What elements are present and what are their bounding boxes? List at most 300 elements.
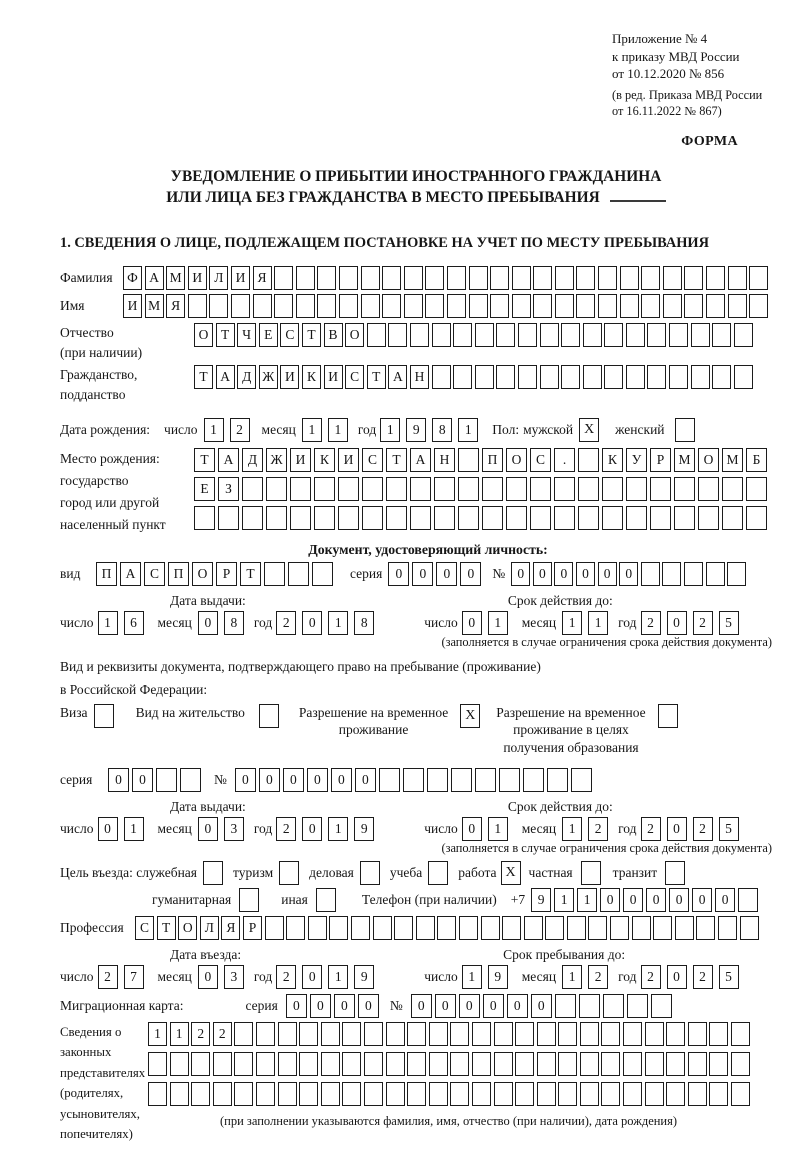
char-cell[interactable]: Т: [386, 448, 407, 472]
char-cell[interactable]: 0: [692, 888, 712, 912]
char-cell[interactable]: [558, 1082, 577, 1106]
purpose-tourism-checkbox[interactable]: [279, 861, 299, 885]
char-cell[interactable]: 8: [354, 611, 374, 635]
char-cell[interactable]: 0: [507, 994, 528, 1018]
char-cell[interactable]: [580, 1082, 599, 1106]
char-cell[interactable]: [674, 506, 695, 530]
char-cell[interactable]: [706, 266, 725, 290]
char-cell[interactable]: 0: [667, 965, 687, 989]
char-cell[interactable]: [626, 323, 645, 347]
char-cell[interactable]: О: [192, 562, 213, 586]
char-cell[interactable]: [364, 1082, 383, 1106]
char-cell[interactable]: [364, 1022, 383, 1046]
char-cell[interactable]: [191, 1052, 210, 1076]
char-cell[interactable]: [604, 323, 623, 347]
char-cell[interactable]: 1: [462, 965, 482, 989]
temp-permit-checkbox[interactable]: X: [460, 704, 480, 728]
char-cell[interactable]: [496, 323, 515, 347]
char-cell[interactable]: А: [410, 448, 431, 472]
char-cell[interactable]: [386, 1082, 405, 1106]
char-cell[interactable]: [170, 1082, 189, 1106]
char-cell[interactable]: 0: [388, 562, 409, 586]
birth-year-cells[interactable]: [380, 418, 484, 442]
char-cell[interactable]: [588, 916, 607, 940]
char-cell[interactable]: 0: [307, 768, 328, 792]
birth-day-cells[interactable]: [204, 418, 256, 442]
char-cell[interactable]: [653, 916, 672, 940]
char-cell[interactable]: [674, 477, 695, 501]
char-cell[interactable]: [601, 1022, 620, 1046]
char-cell[interactable]: [475, 768, 496, 792]
char-cell[interactable]: М: [722, 448, 743, 472]
char-cell[interactable]: [299, 1082, 318, 1106]
char-cell[interactable]: [626, 365, 645, 389]
char-cell[interactable]: 0: [667, 611, 687, 635]
char-cell[interactable]: Я: [166, 294, 185, 318]
char-cell[interactable]: [554, 477, 575, 501]
purpose-work-checkbox[interactable]: X: [501, 861, 521, 885]
char-cell[interactable]: [266, 506, 287, 530]
char-cell[interactable]: [727, 562, 746, 586]
char-cell[interactable]: [494, 1082, 513, 1106]
char-cell[interactable]: [698, 506, 719, 530]
char-cell[interactable]: Т: [302, 323, 321, 347]
char-cell[interactable]: 2: [693, 965, 713, 989]
stay-month-cells[interactable]: [562, 965, 614, 989]
char-cell[interactable]: [620, 266, 639, 290]
char-cell[interactable]: [666, 1082, 685, 1106]
char-cell[interactable]: [170, 1052, 189, 1076]
char-cell[interactable]: [266, 477, 287, 501]
char-cell[interactable]: 0: [98, 817, 118, 841]
char-cell[interactable]: [650, 506, 671, 530]
char-cell[interactable]: 1: [488, 611, 508, 635]
char-cell[interactable]: 9: [354, 965, 374, 989]
char-cell[interactable]: [308, 916, 327, 940]
char-cell[interactable]: С: [345, 365, 364, 389]
char-cell[interactable]: [339, 294, 358, 318]
char-cell[interactable]: [317, 266, 336, 290]
char-cell[interactable]: 0: [198, 611, 218, 635]
char-cell[interactable]: Т: [216, 323, 235, 347]
char-cell[interactable]: У: [626, 448, 647, 472]
char-cell[interactable]: [148, 1052, 167, 1076]
char-cell[interactable]: [453, 365, 472, 389]
char-cell[interactable]: [469, 266, 488, 290]
char-cell[interactable]: [256, 1082, 275, 1106]
char-cell[interactable]: [518, 365, 537, 389]
char-cell[interactable]: [515, 1022, 534, 1046]
char-cell[interactable]: [623, 1082, 642, 1106]
char-cell[interactable]: 5: [719, 817, 739, 841]
char-cell[interactable]: С: [280, 323, 299, 347]
char-cell[interactable]: [506, 477, 527, 501]
doc-number-cells[interactable]: [511, 562, 749, 586]
char-cell[interactable]: [578, 448, 599, 472]
char-cell[interactable]: 1: [488, 817, 508, 841]
char-cell[interactable]: [712, 365, 731, 389]
char-cell[interactable]: Н: [434, 448, 455, 472]
char-cell[interactable]: [494, 1052, 513, 1076]
temp-permit-edu-checkbox[interactable]: [658, 704, 678, 728]
char-cell[interactable]: [429, 1052, 448, 1076]
char-cell[interactable]: [555, 994, 576, 1018]
char-cell[interactable]: [218, 506, 239, 530]
stay-day-cells[interactable]: [462, 965, 514, 989]
birth-place-cells-row1[interactable]: [194, 448, 770, 472]
char-cell[interactable]: [688, 1082, 707, 1106]
char-cell[interactable]: П: [96, 562, 117, 586]
entry-month-cells[interactable]: [198, 965, 250, 989]
char-cell[interactable]: 0: [715, 888, 735, 912]
char-cell[interactable]: [691, 365, 710, 389]
char-cell[interactable]: 0: [355, 768, 376, 792]
char-cell[interactable]: 1: [562, 817, 582, 841]
char-cell[interactable]: [416, 916, 435, 940]
migration-series-cells[interactable]: [286, 994, 382, 1018]
char-cell[interactable]: Ж: [259, 365, 278, 389]
char-cell[interactable]: Н: [410, 365, 429, 389]
char-cell[interactable]: [404, 294, 423, 318]
char-cell[interactable]: А: [218, 448, 239, 472]
char-cell[interactable]: [213, 1082, 232, 1106]
char-cell[interactable]: [458, 477, 479, 501]
birth-place-cells-row2[interactable]: [194, 477, 770, 501]
char-cell[interactable]: [394, 916, 413, 940]
char-cell[interactable]: А: [388, 365, 407, 389]
purpose-humanitarian-checkbox[interactable]: [239, 888, 259, 912]
char-cell[interactable]: [299, 1052, 318, 1076]
char-cell[interactable]: [450, 1052, 469, 1076]
char-cell[interactable]: [515, 1082, 534, 1106]
char-cell[interactable]: 2: [213, 1022, 232, 1046]
char-cell[interactable]: [434, 477, 455, 501]
char-cell[interactable]: И: [188, 266, 207, 290]
char-cell[interactable]: [626, 477, 647, 501]
char-cell[interactable]: П: [168, 562, 189, 586]
char-cell[interactable]: Д: [242, 448, 263, 472]
id-issue-year-cells[interactable]: [276, 611, 380, 635]
char-cell[interactable]: [650, 477, 671, 501]
char-cell[interactable]: 0: [302, 817, 322, 841]
char-cell[interactable]: [459, 916, 478, 940]
char-cell[interactable]: 2: [588, 817, 608, 841]
char-cell[interactable]: [530, 477, 551, 501]
char-cell[interactable]: 0: [531, 994, 552, 1018]
char-cell[interactable]: [450, 1022, 469, 1046]
char-cell[interactable]: [299, 1022, 318, 1046]
char-cell[interactable]: 0: [310, 994, 331, 1018]
char-cell[interactable]: [669, 365, 688, 389]
char-cell[interactable]: [731, 1082, 750, 1106]
char-cell[interactable]: [434, 506, 455, 530]
char-cell[interactable]: [361, 294, 380, 318]
char-cell[interactable]: [666, 1022, 685, 1046]
char-cell[interactable]: [482, 506, 503, 530]
char-cell[interactable]: [314, 477, 335, 501]
citizenship-cells[interactable]: [194, 365, 755, 389]
char-cell[interactable]: 0: [462, 817, 482, 841]
char-cell[interactable]: Ч: [237, 323, 256, 347]
char-cell[interactable]: [558, 1052, 577, 1076]
char-cell[interactable]: [583, 323, 602, 347]
char-cell[interactable]: [734, 323, 753, 347]
char-cell[interactable]: [684, 562, 703, 586]
char-cell[interactable]: Ф: [123, 266, 142, 290]
purpose-official-checkbox[interactable]: [203, 861, 223, 885]
char-cell[interactable]: [580, 1052, 599, 1076]
purpose-other-checkbox[interactable]: [316, 888, 336, 912]
purpose-business-checkbox[interactable]: [360, 861, 380, 885]
char-cell[interactable]: [749, 266, 768, 290]
char-cell[interactable]: [580, 1022, 599, 1046]
char-cell[interactable]: [403, 768, 424, 792]
char-cell[interactable]: [234, 1022, 253, 1046]
char-cell[interactable]: [663, 266, 682, 290]
char-cell[interactable]: [620, 294, 639, 318]
char-cell[interactable]: 1: [170, 1022, 189, 1046]
char-cell[interactable]: [194, 506, 215, 530]
char-cell[interactable]: [321, 1082, 340, 1106]
char-cell[interactable]: [364, 1052, 383, 1076]
char-cell[interactable]: [286, 916, 305, 940]
char-cell[interactable]: [578, 477, 599, 501]
char-cell[interactable]: [338, 506, 359, 530]
char-cell[interactable]: [234, 1052, 253, 1076]
char-cell[interactable]: [321, 1052, 340, 1076]
char-cell[interactable]: [274, 294, 293, 318]
char-cell[interactable]: [209, 294, 228, 318]
char-cell[interactable]: [604, 365, 623, 389]
char-cell[interactable]: [290, 477, 311, 501]
char-cell[interactable]: Т: [240, 562, 261, 586]
char-cell[interactable]: [709, 1022, 728, 1046]
char-cell[interactable]: [647, 365, 666, 389]
char-cell[interactable]: 1: [124, 817, 144, 841]
char-cell[interactable]: 0: [235, 768, 256, 792]
char-cell[interactable]: 0: [598, 562, 617, 586]
permit-issue-year-cells[interactable]: [276, 817, 380, 841]
char-cell[interactable]: 0: [358, 994, 379, 1018]
char-cell[interactable]: [475, 365, 494, 389]
char-cell[interactable]: С: [135, 916, 154, 940]
char-cell[interactable]: 2: [588, 965, 608, 989]
char-cell[interactable]: 0: [600, 888, 620, 912]
char-cell[interactable]: 0: [460, 562, 481, 586]
char-cell[interactable]: [265, 916, 284, 940]
char-cell[interactable]: [386, 506, 407, 530]
permit-number-cells[interactable]: [235, 768, 595, 792]
char-cell[interactable]: [432, 365, 451, 389]
char-cell[interactable]: [728, 294, 747, 318]
char-cell[interactable]: [688, 1052, 707, 1076]
char-cell[interactable]: [722, 477, 743, 501]
char-cell[interactable]: [342, 1022, 361, 1046]
char-cell[interactable]: 1: [204, 418, 224, 442]
char-cell[interactable]: 0: [302, 965, 322, 989]
char-cell[interactable]: [180, 768, 201, 792]
char-cell[interactable]: [567, 916, 586, 940]
char-cell[interactable]: [379, 768, 400, 792]
char-cell[interactable]: 1: [380, 418, 400, 442]
representatives-cells-row1[interactable]: [148, 1022, 753, 1046]
char-cell[interactable]: [475, 323, 494, 347]
char-cell[interactable]: [712, 323, 731, 347]
char-cell[interactable]: 2: [693, 817, 713, 841]
char-cell[interactable]: [490, 266, 509, 290]
char-cell[interactable]: [339, 266, 358, 290]
char-cell[interactable]: [576, 294, 595, 318]
char-cell[interactable]: [342, 1082, 361, 1106]
char-cell[interactable]: Р: [243, 916, 262, 940]
char-cell[interactable]: [450, 1082, 469, 1106]
char-cell[interactable]: Е: [194, 477, 215, 501]
char-cell[interactable]: [362, 506, 383, 530]
char-cell[interactable]: 0: [302, 611, 322, 635]
char-cell[interactable]: [404, 266, 423, 290]
char-cell[interactable]: [407, 1022, 426, 1046]
char-cell[interactable]: [731, 1022, 750, 1046]
char-cell[interactable]: [361, 266, 380, 290]
char-cell[interactable]: [386, 1022, 405, 1046]
char-cell[interactable]: О: [506, 448, 527, 472]
char-cell[interactable]: [425, 294, 444, 318]
id-valid-day-cells[interactable]: [462, 611, 514, 635]
char-cell[interactable]: 9: [531, 888, 551, 912]
visa-checkbox[interactable]: [94, 704, 114, 728]
char-cell[interactable]: [632, 916, 651, 940]
char-cell[interactable]: Я: [253, 266, 272, 290]
char-cell[interactable]: 0: [436, 562, 457, 586]
doc-series-cells[interactable]: [388, 562, 484, 586]
char-cell[interactable]: [706, 294, 725, 318]
char-cell[interactable]: 0: [259, 768, 280, 792]
char-cell[interactable]: [734, 365, 753, 389]
char-cell[interactable]: [278, 1052, 297, 1076]
char-cell[interactable]: [647, 323, 666, 347]
char-cell[interactable]: [290, 506, 311, 530]
permit-series-cells[interactable]: [108, 768, 204, 792]
residence-permit-checkbox[interactable]: [259, 704, 279, 728]
char-cell[interactable]: Т: [157, 916, 176, 940]
char-cell[interactable]: [388, 323, 407, 347]
char-cell[interactable]: Т: [194, 448, 215, 472]
char-cell[interactable]: 0: [646, 888, 666, 912]
char-cell[interactable]: [738, 888, 758, 912]
char-cell[interactable]: 0: [411, 994, 432, 1018]
char-cell[interactable]: О: [345, 323, 364, 347]
char-cell[interactable]: [515, 1052, 534, 1076]
char-cell[interactable]: [242, 477, 263, 501]
char-cell[interactable]: [472, 1052, 491, 1076]
char-cell[interactable]: 0: [412, 562, 433, 586]
char-cell[interactable]: Д: [237, 365, 256, 389]
char-cell[interactable]: [453, 323, 472, 347]
name-cells[interactable]: [123, 294, 771, 318]
char-cell[interactable]: [641, 294, 660, 318]
char-cell[interactable]: [188, 294, 207, 318]
char-cell[interactable]: 1: [148, 1022, 167, 1046]
char-cell[interactable]: [537, 1082, 556, 1106]
char-cell[interactable]: [427, 768, 448, 792]
char-cell[interactable]: Л: [200, 916, 219, 940]
char-cell[interactable]: 5: [719, 965, 739, 989]
char-cell[interactable]: [191, 1082, 210, 1106]
char-cell[interactable]: 0: [511, 562, 530, 586]
char-cell[interactable]: [579, 994, 600, 1018]
char-cell[interactable]: О: [178, 916, 197, 940]
char-cell[interactable]: 1: [328, 611, 348, 635]
char-cell[interactable]: 2: [641, 817, 661, 841]
char-cell[interactable]: [651, 994, 672, 1018]
id-valid-month-cells[interactable]: [562, 611, 614, 635]
char-cell[interactable]: [598, 294, 617, 318]
char-cell[interactable]: [537, 1052, 556, 1076]
char-cell[interactable]: [278, 1022, 297, 1046]
char-cell[interactable]: [610, 916, 629, 940]
char-cell[interactable]: [512, 294, 531, 318]
char-cell[interactable]: [602, 506, 623, 530]
char-cell[interactable]: 9: [488, 965, 508, 989]
char-cell[interactable]: Ж: [266, 448, 287, 472]
char-cell[interactable]: [749, 294, 768, 318]
char-cell[interactable]: [547, 768, 568, 792]
purpose-transit-checkbox[interactable]: [665, 861, 685, 885]
char-cell[interactable]: [627, 994, 648, 1018]
char-cell[interactable]: 0: [198, 965, 218, 989]
char-cell[interactable]: [663, 294, 682, 318]
female-checkbox[interactable]: [675, 418, 695, 442]
char-cell[interactable]: [512, 266, 531, 290]
char-cell[interactable]: [242, 506, 263, 530]
char-cell[interactable]: В: [324, 323, 343, 347]
char-cell[interactable]: [696, 916, 715, 940]
char-cell[interactable]: [274, 266, 293, 290]
char-cell[interactable]: 3: [224, 965, 244, 989]
char-cell[interactable]: [533, 266, 552, 290]
char-cell[interactable]: 0: [619, 562, 638, 586]
char-cell[interactable]: 1: [588, 611, 608, 635]
id-valid-year-cells[interactable]: [641, 611, 745, 635]
char-cell[interactable]: [253, 294, 272, 318]
char-cell[interactable]: [518, 323, 537, 347]
char-cell[interactable]: 3: [224, 817, 244, 841]
doc-type-cells[interactable]: [96, 562, 336, 586]
char-cell[interactable]: [256, 1022, 275, 1046]
char-cell[interactable]: 9: [354, 817, 374, 841]
char-cell[interactable]: И: [338, 448, 359, 472]
char-cell[interactable]: Л: [209, 266, 228, 290]
char-cell[interactable]: [407, 1052, 426, 1076]
char-cell[interactable]: 1: [328, 418, 348, 442]
char-cell[interactable]: М: [145, 294, 164, 318]
char-cell[interactable]: [728, 266, 747, 290]
char-cell[interactable]: [706, 562, 725, 586]
char-cell[interactable]: [472, 1082, 491, 1106]
char-cell[interactable]: К: [602, 448, 623, 472]
char-cell[interactable]: [264, 562, 285, 586]
char-cell[interactable]: А: [216, 365, 235, 389]
char-cell[interactable]: [499, 768, 520, 792]
char-cell[interactable]: [537, 1022, 556, 1046]
char-cell[interactable]: С: [362, 448, 383, 472]
char-cell[interactable]: [540, 365, 559, 389]
char-cell[interactable]: [382, 294, 401, 318]
char-cell[interactable]: [494, 1022, 513, 1046]
surname-cells[interactable]: [123, 266, 771, 290]
char-cell[interactable]: 1: [302, 418, 322, 442]
char-cell[interactable]: О: [698, 448, 719, 472]
